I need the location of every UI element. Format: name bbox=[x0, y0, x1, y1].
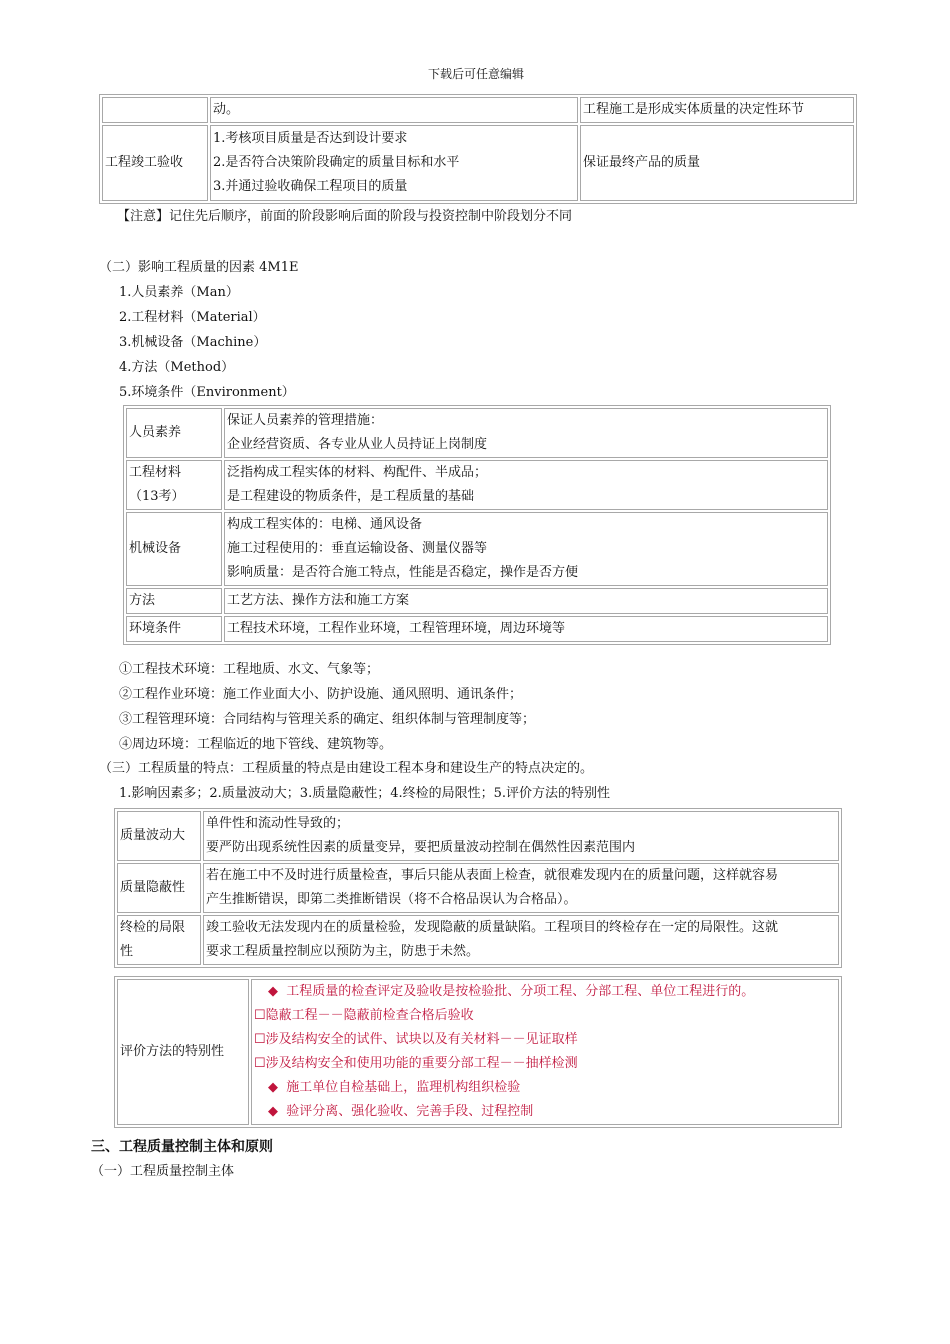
list-item bbox=[254, 980, 836, 1004]
checkbox-bullet-icon: ☐ bbox=[254, 1008, 266, 1023]
cell-line: 工程质量的检查评定及验收是按检验批、分项工程、分部工程、单位工程进行的。 bbox=[286, 984, 755, 999]
table-cell: 工程竣工验收 bbox=[102, 125, 208, 201]
table-row bbox=[117, 979, 839, 1125]
list-item: 3.并通过验收确保工程项目的质量 bbox=[213, 179, 408, 194]
note-line: 【注意】记住先后顺序，前面的阶段影响后面的阶段与投资控制中阶段划分不同 bbox=[117, 209, 573, 224]
diamond-bullet-icon: ◆ bbox=[268, 1080, 278, 1095]
list-item bbox=[254, 1052, 836, 1076]
list-item: 4.方法（Method） bbox=[119, 360, 235, 375]
table-cell: 质量波动大 bbox=[117, 811, 201, 861]
cell-line: 若在施工中不及时进行质量检查，事后只能从表面上检查，就很难发现内在的质量问题，这样就容易 bbox=[206, 868, 779, 883]
table-cell bbox=[203, 811, 839, 861]
table-row bbox=[126, 512, 828, 586]
table-cell bbox=[203, 915, 839, 965]
table-row bbox=[117, 915, 839, 965]
section-title: （二）影响工程质量的因素 4M1E bbox=[99, 260, 299, 275]
cell-line: 产生推断错误，即第二类推断错误（将不合格品误认为合格品）。 bbox=[206, 892, 577, 907]
cell-line: 涉及结构安全和使用功能的重要分部工程－－抽样检测 bbox=[265, 1056, 578, 1071]
stage-table bbox=[99, 94, 857, 204]
table-cell bbox=[210, 125, 578, 201]
table-cell: 评价方法的特别性 bbox=[117, 979, 249, 1125]
list-item: 5.环境条件（Environment） bbox=[119, 385, 295, 400]
list-item bbox=[254, 1076, 836, 1100]
list-item: ②工程作业环境：施工作业面大小、防护设施、通风照明、通讯条件； bbox=[119, 687, 523, 702]
table-cell bbox=[117, 915, 201, 965]
table-cell: 机械设备 bbox=[126, 512, 222, 586]
cell-line: 单件性和流动性导致的； bbox=[206, 816, 350, 831]
table-cell: 方法 bbox=[126, 588, 222, 614]
section-heading: 三、工程质量控制主体和原则 bbox=[91, 1139, 273, 1155]
table-row bbox=[102, 97, 854, 123]
header-note: 下载后可任意编辑 bbox=[428, 67, 525, 81]
list-item: ③工程管理环境：合同结构与管理关系的确定、组织体制与管理制度等； bbox=[119, 712, 536, 727]
table-cell bbox=[224, 408, 828, 458]
cell-line: 构成工程实体的：电梯、通风设备 bbox=[227, 517, 423, 532]
table-cell: 工艺方法、操作方法和施工方案 bbox=[224, 588, 828, 614]
diamond-bullet-icon: ◆ bbox=[268, 984, 278, 999]
table-cell: 工程技术环境，工程作业环境，工程管理环境，周边环境等 bbox=[224, 616, 828, 642]
cell-line: 施工过程使用的：垂直运输设备、测量仪器等 bbox=[227, 541, 488, 556]
summary-line: 1.影响因素多；2.质量波动大；3.质量隐蔽性；4.终检的局限性；5.评价方法的特别性 bbox=[119, 786, 611, 801]
table-row bbox=[126, 588, 828, 614]
list-item: 2.工程材料（Material） bbox=[119, 310, 266, 325]
section-title: （三）工程质量的特点：工程质量的特点是由建设工程本身和建设生产的特点决定的。 bbox=[99, 761, 594, 776]
cell-line: 涉及结构安全的试件、试块以及有关材料－－见证取样 bbox=[265, 1032, 578, 1047]
list-item: ④周边环境：工程临近的地下管线、建筑物等。 bbox=[119, 737, 393, 752]
table-cell bbox=[251, 979, 839, 1125]
table-cell bbox=[126, 460, 222, 510]
cell-line: 施工单位自检基础上，监理机构组织检验 bbox=[286, 1080, 521, 1095]
table-row bbox=[126, 460, 828, 510]
list-item: 1.人员素养（Man） bbox=[119, 285, 239, 300]
table-cell: 人员素养 bbox=[126, 408, 222, 458]
subsection-title: （一）工程质量控制主体 bbox=[91, 1164, 235, 1179]
evaluation-table bbox=[114, 976, 842, 1128]
list-item bbox=[254, 1100, 836, 1124]
table-row bbox=[117, 863, 839, 913]
table-row bbox=[126, 616, 828, 642]
list-item: 3.机械设备（Machine） bbox=[119, 335, 267, 350]
table-cell: 动。 bbox=[210, 97, 578, 123]
table-cell: 质量隐蔽性 bbox=[117, 863, 201, 913]
factor-table bbox=[123, 405, 831, 645]
cell-line: 企业经营资质、各专业从业人员持证上岗制度 bbox=[227, 437, 488, 452]
table-row bbox=[117, 811, 839, 861]
cell-line: 要严防出现系统性因素的质量变异，要把质量波动控制在偶然性因素范围内 bbox=[206, 840, 636, 855]
table-cell bbox=[102, 97, 208, 123]
table-cell bbox=[224, 512, 828, 586]
table-cell: 环境条件 bbox=[126, 616, 222, 642]
table-cell bbox=[203, 863, 839, 913]
feature-table bbox=[114, 808, 842, 968]
checkbox-bullet-icon: ☐ bbox=[254, 1056, 266, 1071]
cell-line: 隐蔽工程－－隐蔽前检查合格后验收 bbox=[265, 1008, 474, 1023]
cell-line: 保证人员素养的管理措施： bbox=[227, 413, 384, 428]
cell-line: 验评分离、强化验收、完善手段、过程控制 bbox=[286, 1104, 534, 1119]
list-item: 1.考核项目质量是否达到设计要求 bbox=[213, 131, 408, 146]
list-item bbox=[254, 1004, 836, 1028]
cell-line: 泛指构成工程实体的材料、构配件、半成品； bbox=[227, 465, 488, 480]
diamond-bullet-icon: ◆ bbox=[268, 1104, 278, 1119]
cell-line: 是工程建设的物质条件，是工程质量的基础 bbox=[227, 489, 475, 504]
cell-line: 工程材料 bbox=[129, 465, 182, 480]
table-cell: 工程施工是形成实体质量的决定性环节 bbox=[580, 97, 854, 123]
checkbox-bullet-icon: ☐ bbox=[254, 1032, 266, 1047]
cell-line: 性 bbox=[120, 944, 134, 959]
cell-line: 影响质量：是否符合施工特点，性能是否稳定，操作是否方便 bbox=[227, 565, 579, 580]
cell-line: （13考） bbox=[129, 489, 185, 504]
cell-line: 要求工程质量控制应以预防为主，防患于未然。 bbox=[206, 944, 480, 959]
cell-line: 终检的局限 bbox=[120, 920, 186, 935]
list-item: 2.是否符合决策阶段确定的质量目标和水平 bbox=[213, 155, 460, 170]
cell-line: 竣工验收无法发现内在的质量检验，发现隐蔽的质量缺陷。工程项目的终检存在一定的局限性。这就 bbox=[206, 920, 779, 935]
table-cell: 保证最终产品的质量 bbox=[580, 125, 854, 201]
table-row bbox=[102, 125, 854, 201]
table-cell bbox=[224, 460, 828, 510]
table-row bbox=[126, 408, 828, 458]
list-item bbox=[254, 1028, 836, 1052]
list-item: ①工程技术环境：工程地质、水文、气象等； bbox=[119, 662, 380, 677]
